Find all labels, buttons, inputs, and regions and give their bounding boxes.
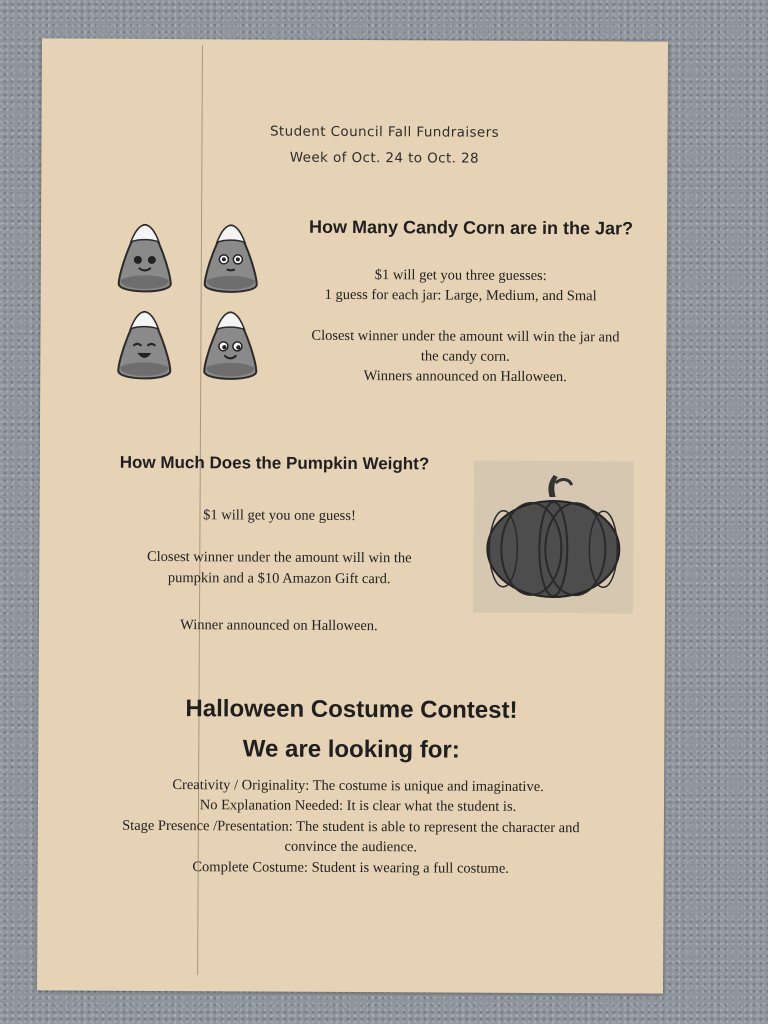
criteria-line-4: convince the audience. [284,838,418,856]
candy-corn-line-1: $1 will get you three guesses: [374,267,547,285]
candy-corn-happy-icon [200,309,260,384]
pumpkin-line-3: pumpkin and a $10 Amazon Gift card. [167,570,391,588]
flyer-paper [37,38,668,993]
pumpkin-image [473,461,634,614]
criteria-line-1: Creativity / Originality: The costume is unique and imaginative. [172,777,544,795]
pumpkin-line-2: Closest winner under the amount will win the [146,548,412,567]
header-title: Student Council Fall Fundraisers [269,123,500,141]
criteria-line-3: Stage Presence /Presentation: The student is able to represent the character and [122,817,580,837]
candy-corn-line-2: 1 guess for each jar: Large, Medium, and Smal [324,286,597,305]
candy-corn-smiling-icon [115,222,175,297]
pumpkin-line-4: Winner announced on Halloween. [180,617,378,635]
header-dates: Week of Oct. 24 to Oct. 28 [289,149,480,167]
pumpkin-title: How Much Does the Pumpkin Weight? [119,452,430,474]
candy-corn-wide-eyed-icon [201,222,261,297]
criteria-line-5: Complete Costume: Student is wearing a full costume. [192,859,509,877]
candy-corn-line-5: Winners announced on Halloween. [363,368,567,386]
pumpkin-line-1: $1 will get you one guess! [203,507,356,525]
costume-title: Halloween Costume Contest! [185,695,518,724]
candy-corn-line-4: the candy corn. [420,348,510,365]
candy-corn-laughing-icon [114,309,174,384]
candy-corn-title: How Many Candy Corn are in the Jar? [308,216,634,239]
costume-subtitle: We are looking for: [242,735,460,764]
candy-corn-line-3: Closest winner under the amount will win the jar and [311,327,620,346]
pumpkin-icon [473,461,634,614]
criteria-line-2: No Explanation Needed: It is clear what the student is. [199,797,517,815]
